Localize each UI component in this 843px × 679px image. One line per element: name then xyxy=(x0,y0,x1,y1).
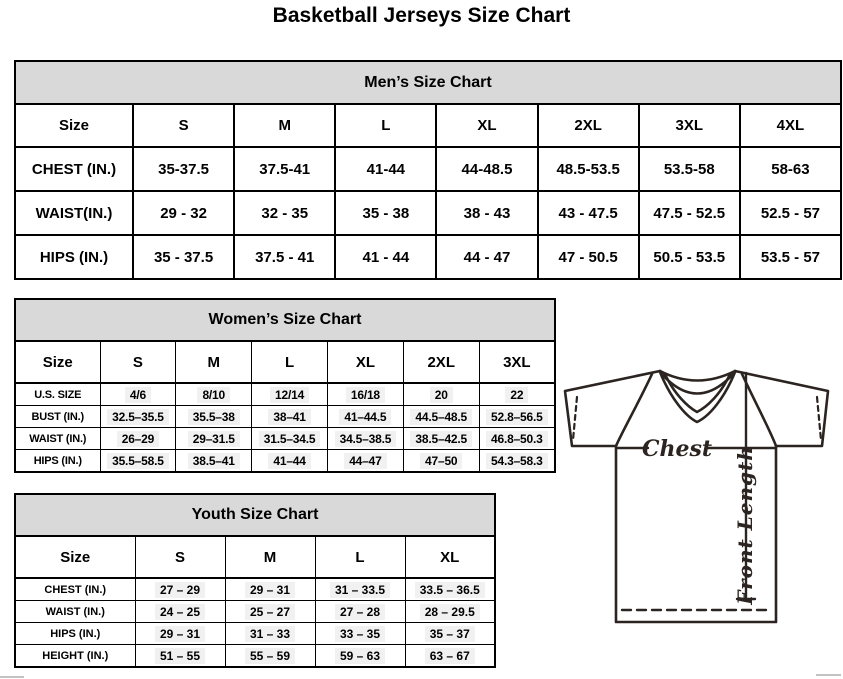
mens-column-header: XL xyxy=(436,104,537,147)
mens-cell: 53.5-58 xyxy=(639,147,740,191)
womens-row-label: BUST (IN.) xyxy=(15,406,100,428)
mens-cell: 47.5 - 52.5 xyxy=(639,191,740,235)
cell-value: 4/6 xyxy=(125,387,151,403)
mens-cell: 35 - 37.5 xyxy=(133,235,234,279)
cell-value: 31.5–34.5 xyxy=(259,431,321,447)
cell-value: 33.5 – 36.5 xyxy=(415,582,485,598)
mens-cell: 37.5-41 xyxy=(234,147,335,191)
mens-cell: 47 - 50.5 xyxy=(538,235,639,279)
youth-cell xyxy=(405,578,495,601)
mens-cell: 44-48.5 xyxy=(436,147,537,191)
youth-row-label: WAIST (IN.) xyxy=(15,601,135,623)
scrollbar-fragment-right xyxy=(816,674,841,676)
youth-cell xyxy=(315,578,405,601)
youth-column-header: Size xyxy=(15,536,135,578)
womens-cell xyxy=(252,383,328,406)
womens-cell xyxy=(479,383,555,406)
cell-value: 28 – 29.5 xyxy=(420,604,480,620)
cell-value: 46.8–50.3 xyxy=(486,431,548,447)
youth-cell xyxy=(405,623,495,645)
womens-cell xyxy=(327,428,403,450)
youth-column-header: M xyxy=(225,536,315,578)
youth-cell xyxy=(135,623,225,645)
cell-value: 63 – 67 xyxy=(425,648,475,664)
womens-column-header: Size xyxy=(15,341,100,383)
womens-table-caption: Women’s Size Chart xyxy=(15,299,555,341)
front-length-label: Front Length xyxy=(733,445,757,605)
mens-column-header: 2XL xyxy=(538,104,639,147)
womens-cell xyxy=(403,428,479,450)
youth-size-chart-table xyxy=(14,493,496,668)
mens-cell: 53.5 - 57 xyxy=(740,235,841,279)
mens-cell: 29 - 32 xyxy=(133,191,234,235)
mens-column-header: 3XL xyxy=(639,104,740,147)
cell-value: 32.5–35.5 xyxy=(107,409,169,425)
mens-cell: 32 - 35 xyxy=(234,191,335,235)
womens-cell xyxy=(252,450,328,473)
cell-value: 41–44 xyxy=(268,453,310,469)
cell-value: 24 – 25 xyxy=(155,604,205,620)
cell-value: 33 – 35 xyxy=(335,626,385,642)
mens-cell: 37.5 - 41 xyxy=(234,235,335,279)
cell-value: 59 – 63 xyxy=(335,648,385,664)
womens-column-header: M xyxy=(176,341,252,383)
mens-cell: 58-63 xyxy=(740,147,841,191)
cell-value: 8/10 xyxy=(197,387,230,403)
womens-cell xyxy=(252,428,328,450)
mens-cell: 52.5 - 57 xyxy=(740,191,841,235)
jersey-collar-back-arc1 xyxy=(660,371,735,381)
mens-column-header: 4XL xyxy=(740,104,841,147)
jersey-diagram xyxy=(555,360,843,645)
scrollbar-fragment-left xyxy=(0,676,24,678)
womens-cell xyxy=(100,450,176,473)
womens-cell xyxy=(403,406,479,428)
youth-cell xyxy=(405,645,495,668)
cell-value: 41–44.5 xyxy=(339,409,391,425)
womens-cell xyxy=(252,406,328,428)
cell-value: 29 – 31 xyxy=(155,626,205,642)
mens-size-chart-table xyxy=(14,60,842,280)
cell-value: 35.5–38 xyxy=(188,409,240,425)
cell-value: 55 – 59 xyxy=(245,648,295,664)
cell-value: 47–50 xyxy=(420,453,462,469)
mens-cell: 41 - 44 xyxy=(335,235,436,279)
womens-column-header: S xyxy=(100,341,176,383)
mens-cell: 50.5 - 53.5 xyxy=(639,235,740,279)
womens-cell xyxy=(100,428,176,450)
cell-value: 44–47 xyxy=(344,453,386,469)
chest-label: Chest xyxy=(641,436,713,462)
cell-value: 20 xyxy=(430,387,453,403)
mens-column-header: Size xyxy=(15,104,133,147)
mens-column-header: M xyxy=(234,104,335,147)
womens-cell xyxy=(176,450,252,473)
womens-cell xyxy=(403,450,479,473)
womens-column-header: 3XL xyxy=(479,341,555,383)
jersey-cuff-dash-right xyxy=(817,397,821,440)
mens-cell: 35 - 38 xyxy=(335,191,436,235)
womens-row-label: HIPS (IN.) xyxy=(15,450,100,473)
mens-row-label: CHEST (IN.) xyxy=(15,147,133,191)
cell-value: 44.5–48.5 xyxy=(410,409,472,425)
youth-cell xyxy=(225,623,315,645)
cell-value: 54.3–58.3 xyxy=(486,453,548,469)
cell-value: 35.5–58.5 xyxy=(107,453,169,469)
womens-cell xyxy=(479,428,555,450)
womens-cell xyxy=(176,428,252,450)
cell-value: 38.5–41 xyxy=(188,453,240,469)
mens-cell: 38 - 43 xyxy=(436,191,537,235)
cell-value: 38–41 xyxy=(268,409,310,425)
mens-row-label: WAIST(IN.) xyxy=(15,191,133,235)
jersey-cuff-dash-left xyxy=(573,397,577,440)
womens-cell xyxy=(100,383,176,406)
youth-row-label: HEIGHT (IN.) xyxy=(15,645,135,668)
youth-cell xyxy=(135,601,225,623)
cell-value: 16/18 xyxy=(346,387,385,403)
womens-cell xyxy=(100,406,176,428)
jersey-outline xyxy=(565,371,828,622)
youth-cell xyxy=(315,645,405,668)
youth-cell xyxy=(135,645,225,668)
cell-value: 31 – 33.5 xyxy=(330,582,390,598)
cell-value: 29 – 31 xyxy=(245,582,295,598)
youth-column-header: S xyxy=(135,536,225,578)
womens-row-label: WAIST (IN.) xyxy=(15,428,100,450)
womens-cell xyxy=(403,383,479,406)
youth-cell xyxy=(315,601,405,623)
youth-column-header: XL xyxy=(405,536,495,578)
youth-cell xyxy=(225,578,315,601)
mens-cell: 41-44 xyxy=(335,147,436,191)
cell-value: 52.8–56.5 xyxy=(486,409,548,425)
cell-value: 27 – 28 xyxy=(335,604,385,620)
youth-table-caption: Youth Size Chart xyxy=(15,494,495,536)
cell-value: 31 – 33 xyxy=(245,626,295,642)
womens-column-header: XL xyxy=(327,341,403,383)
womens-cell xyxy=(479,450,555,473)
mens-column-header: L xyxy=(335,104,436,147)
womens-cell xyxy=(176,383,252,406)
womens-column-header: 2XL xyxy=(403,341,479,383)
mens-cell: 44 - 47 xyxy=(436,235,537,279)
youth-row-label: CHEST (IN.) xyxy=(15,578,135,601)
womens-cell xyxy=(479,406,555,428)
mens-cell: 43 - 47.5 xyxy=(538,191,639,235)
cell-value: 51 – 55 xyxy=(155,648,205,664)
cell-value: 34.5–38.5 xyxy=(335,431,397,447)
cell-value: 27 – 29 xyxy=(155,582,205,598)
mens-cell: 35-37.5 xyxy=(133,147,234,191)
cell-value: 29–31.5 xyxy=(188,431,240,447)
womens-cell xyxy=(176,406,252,428)
womens-column-header: L xyxy=(252,341,328,383)
youth-cell xyxy=(135,578,225,601)
cell-value: 25 – 27 xyxy=(245,604,295,620)
mens-row-label: HIPS (IN.) xyxy=(15,235,133,279)
cell-value: 26–29 xyxy=(117,431,159,447)
womens-cell xyxy=(327,383,403,406)
womens-cell xyxy=(327,406,403,428)
cell-value: 12/14 xyxy=(270,387,309,403)
cell-value: 35 – 37 xyxy=(425,626,475,642)
youth-cell xyxy=(225,645,315,668)
youth-cell xyxy=(405,601,495,623)
cell-value: 38.5–42.5 xyxy=(410,431,472,447)
youth-cell xyxy=(225,601,315,623)
youth-row-label: HIPS (IN.) xyxy=(15,623,135,645)
womens-cell xyxy=(327,450,403,473)
womens-row-label: U.S. SIZE xyxy=(15,383,100,406)
mens-column-header: S xyxy=(133,104,234,147)
youth-cell xyxy=(315,623,405,645)
page-title: Basketball Jerseys Size Chart xyxy=(272,4,571,27)
youth-column-header: L xyxy=(315,536,405,578)
womens-size-chart-table xyxy=(14,298,556,473)
mens-cell: 48.5-53.5 xyxy=(538,147,639,191)
cell-value: 22 xyxy=(505,387,528,403)
mens-table-caption: Men’s Size Chart xyxy=(15,61,841,104)
